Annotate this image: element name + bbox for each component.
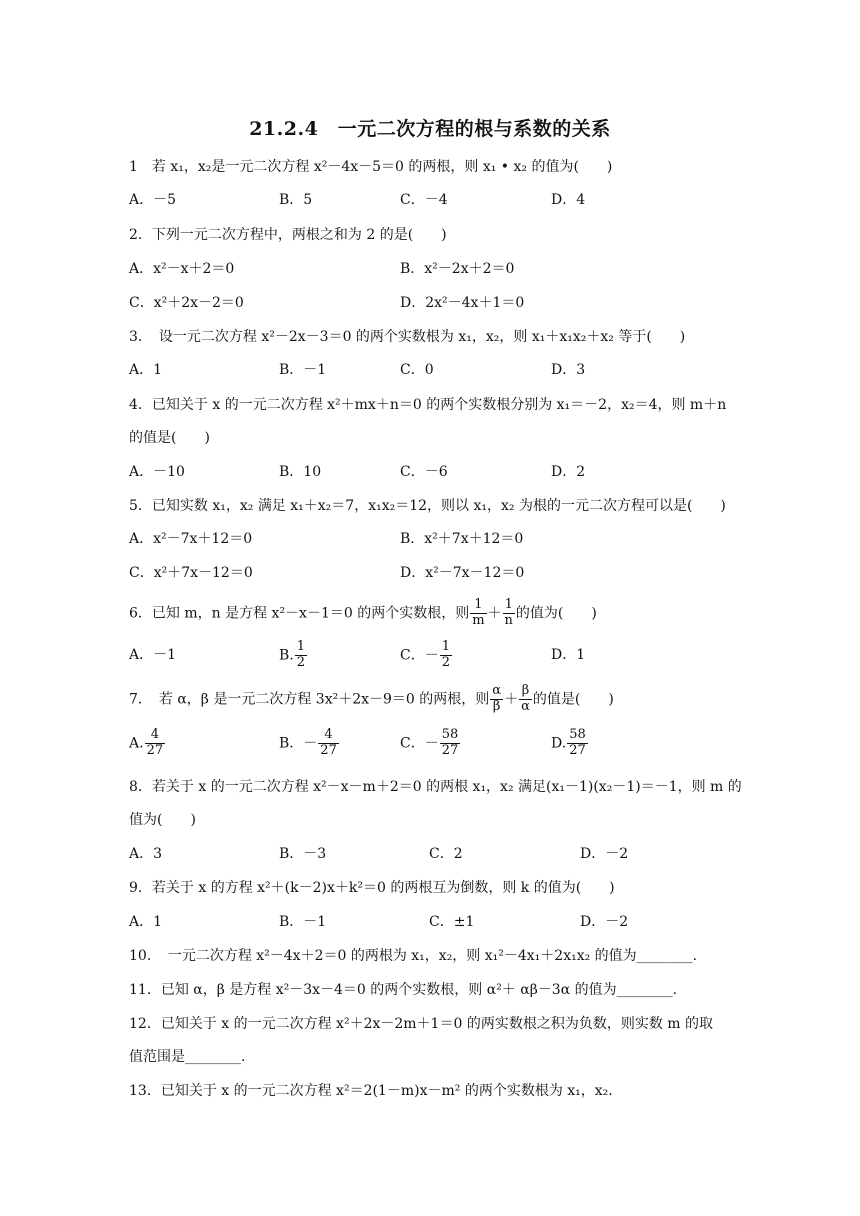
question-12-cont: 值范围是________. (129, 1049, 246, 1065)
q3-option-d: D．3 (551, 362, 586, 378)
q1-option-b: B．5 (279, 192, 313, 208)
q6-option-a: A．－1 (129, 647, 177, 663)
q4-option-b: B．10 (279, 464, 322, 480)
q7-option-b: B．－ $\frac{4}{27}$ (279, 727, 337, 758)
q8-option-a: A．3 (129, 846, 163, 862)
q3-option-b: B．－1 (279, 362, 327, 378)
page-title: 21.2.4 一元二次方程的根与系数的关系 (249, 118, 611, 140)
q8-option-d: D．－2 (580, 846, 629, 862)
q1-option-d: D．4 (551, 192, 586, 208)
q7-option-d: D. $\frac{58}{27}$ (551, 727, 586, 758)
question-11: 11．已知 α，β 是方程 x²－3x－4＝0 的两个实数根，则 α²＋ αβ－3α 的值为________. (129, 982, 678, 998)
q9-option-c: C．±1 (429, 914, 475, 930)
question-6: 6．已知 m，n 是方程 x²－x－1＝0 的两个实数根，则 $\frac{1}{m}$ ＋ $\frac{1}{n}$ 的值为( ) (129, 597, 597, 628)
question-13: 13．已知关于 x 的一元二次方程 x²＝2(1－m)x－m² 的两个实数根为 x₁，x₂. (129, 1083, 613, 1099)
q7-fraction-1: $\frac{\alpha}{\beta}$ (492, 683, 502, 714)
question-12: 12．已知关于 x 的一元二次方程 x²＋2x－2m＋1＝0 的两实数根之积为负数，则实数 m 的取 (129, 1016, 713, 1032)
question-8-cont: 值为( ) (129, 812, 196, 828)
question-5: 5．已知实数 x₁，x₂ 满足 x₁＋x₂＝7，x₁x₂＝12，则以 x₁，x₂ 为根的一元二次方程可以是( ) (129, 498, 726, 514)
question-9: 9．若关于 x 的方程 x²＋(k－2)x＋k²＝0 的两根互为倒数，则 k 的值为( ) (129, 880, 615, 896)
q5-option-a: A．x²－7x＋12＝0 (129, 531, 253, 547)
question-1: 1 若 x₁，x₂是一元二次方程 x²－4x－5＝0 的两根，则 x₁ • x₂ 的值为( ) (129, 159, 613, 175)
q6-text: 6．已知 m，n 是方程 x²－x－1＝0 的两个实数根，则 (129, 605, 470, 622)
q3-option-a: A．1 (129, 362, 163, 378)
q9-option-b: B．－1 (279, 914, 327, 930)
question-4: 4．已知关于 x 的一元二次方程 x²＋mx＋n＝0 的两个实数根分别为 x₁＝－2，x₂＝4，则 m＋n (129, 397, 727, 413)
q1-option-a: A．－5 (129, 192, 177, 208)
q5-option-c: C．x²＋7x－12＝0 (129, 565, 253, 581)
q2-option-b: B．x²－2x＋2＝0 (400, 261, 515, 277)
q1-option-c: C．－4 (400, 192, 448, 208)
q9-option-d: D．－2 (580, 914, 629, 930)
q6-option-c: C．－ $\frac{1}{2}$ (400, 639, 450, 670)
q4-option-c: C．－6 (400, 464, 448, 480)
q7-fraction-2: $\frac{\beta}{\alpha}$ (521, 683, 530, 714)
q7-option-a: A. $\frac{4}{27}$ (129, 727, 164, 758)
question-3: 3． 设一元二次方程 x²－2x－3＝0 的两个实数根为 x₁，x₂，则 x₁＋x₁x₂＋x₂ 等于( ) (129, 329, 686, 345)
question-10: 10． 一元二次方程 x²－4x＋2＝0 的两根为 x₁，x₂，则 x₁²－4x₁＋2x₁x₂ 的值为________. (129, 948, 698, 964)
q4-option-d: D．2 (551, 464, 586, 480)
q2-option-d: D．2x²－4x＋1＝0 (400, 295, 525, 311)
q5-option-b: B．x²＋7x＋12＝0 (400, 531, 524, 547)
question-2: 2．下列一元二次方程中，两根之和为 2 的是( ) (129, 227, 447, 243)
q8-option-b: B．－3 (279, 846, 327, 862)
question-7: 7． 若 α，β 是一元二次方程 3x²＋2x－9＝0 的两根，则 $\frac{\alpha}{\beta}$ ＋ $\frac{\beta}{\alpha}$ 的值是( ) (129, 683, 614, 714)
q6-fraction-1: $\frac{1}{m}$ (472, 597, 485, 628)
q2-option-c: C．x²＋2x－2＝0 (129, 295, 244, 311)
q8-option-c: C．2 (429, 846, 463, 862)
q7-option-c: C．－ $\frac{58}{27}$ (400, 727, 459, 758)
q6-option-d: D．1 (551, 647, 586, 663)
q9-option-a: A．1 (129, 914, 163, 930)
q6-fraction-2: $\frac{1}{n}$ (504, 597, 513, 628)
q4-option-a: A．－10 (129, 464, 185, 480)
question-8: 8．若关于 x 的一元二次方程 x²－x－m＋2＝0 的两根 x₁，x₂ 满足(x₁－1)(x₂－1)＝－1，则 m 的 (129, 779, 742, 795)
q2-option-a: A．x²－x＋2＝0 (129, 261, 235, 277)
q6-option-b: B. $\frac{1}{2}$ (279, 639, 306, 670)
q5-option-d: D．x²－7x－12＝0 (400, 565, 525, 581)
question-4-cont: 的值是( ) (129, 430, 210, 446)
q3-option-c: C．0 (400, 362, 434, 378)
